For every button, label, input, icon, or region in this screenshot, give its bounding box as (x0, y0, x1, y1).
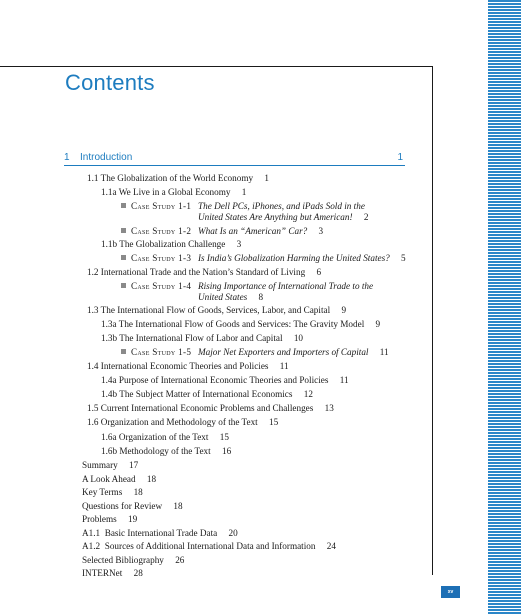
entry-text: The Globalization of the World Economy (100, 173, 254, 183)
entry-number: 1.1b (101, 239, 118, 249)
entry-page: 20 (228, 528, 238, 538)
case-study-label: Case Study 1-2 (131, 226, 192, 236)
case-study-title: The Dell PCs, iPhones, and iPads Sold in the (198, 201, 365, 211)
case-study-title-cont (198, 212, 368, 223)
frame-right-rule (432, 66, 433, 575)
case-study-label: Case Study 1-3 (131, 253, 192, 263)
entry-page: 17 (129, 460, 139, 470)
entry-page: 18 (173, 501, 183, 511)
case-study-title-row (198, 253, 406, 264)
case-study-title-row (198, 226, 323, 237)
toc-entry[interactable] (101, 432, 229, 443)
case-study-title: What Is an “American” Car? (198, 226, 308, 236)
toc-entry[interactable] (87, 417, 278, 428)
entry-page: 12 (303, 389, 313, 399)
case-study-title: Rising Importance of International Trade to the (198, 281, 374, 291)
entry-page: 9 (341, 305, 347, 315)
frame-top-rule (0, 66, 433, 67)
case-study-title-line2: United States Are Anything but American! (198, 212, 353, 222)
entry-text: The Subject Matter of International Economics (119, 389, 293, 399)
case-study-entry[interactable] (121, 347, 191, 358)
entry-text: The Globalization Challenge (119, 239, 226, 249)
case-study-title-cont (198, 292, 263, 303)
entry-number: 1.3a (101, 319, 117, 329)
bullet-square-icon (121, 349, 126, 354)
case-study-label: Case Study 1-5 (131, 347, 192, 357)
entry-text: INTERNet (82, 568, 123, 578)
entry-page: 11 (279, 361, 289, 371)
entry-text: The International Flow of Goods, Services, Labor, and Capital (100, 305, 331, 315)
case-study-entry[interactable] (121, 201, 191, 212)
case-study-title-line2: United States (198, 292, 248, 302)
chapter-title: Introduction (80, 152, 133, 163)
entry-number: 1.4 (87, 361, 99, 371)
chapter-number: 1 (64, 152, 70, 163)
entry-number: 1.1 (87, 173, 99, 183)
entry-page: 13 (324, 403, 334, 413)
entry-number: 1.6a (101, 432, 117, 442)
entry-text: The International Flow of Labor and Capital (119, 333, 283, 343)
entry-page: 9 (375, 319, 381, 329)
entry-number: 1.5 (87, 403, 99, 413)
case-study-entry[interactable] (121, 281, 191, 292)
entry-text: Organization of the Text (118, 432, 209, 442)
toc-entry[interactable] (82, 487, 143, 498)
toc-entry[interactable] (101, 389, 313, 400)
entry-page: 3 (318, 226, 324, 236)
entry-page: 3 (236, 239, 242, 249)
edge-color-stripe (488, 0, 521, 614)
toc-entry[interactable] (101, 446, 231, 457)
entry-text: Key Terms (82, 487, 123, 497)
entry-number: 1.1a (101, 187, 117, 197)
entry-text: Sources of Additional International Data and Information (104, 541, 316, 551)
case-study-entry[interactable] (121, 253, 191, 264)
case-study-label: Case Study 1-4 (131, 281, 192, 291)
case-study-title: Major Net Exporters and Importers of Capital (198, 347, 369, 357)
entry-page: 10 (293, 333, 303, 343)
case-study-label: Case Study 1-1 (131, 201, 192, 211)
chapter-rule (64, 165, 405, 166)
entry-number: 1.3b (101, 333, 118, 343)
entry-page: 6 (316, 267, 322, 277)
entry-page: 26 (175, 555, 185, 565)
entry-number: A1.1 (82, 528, 101, 538)
toc-entry[interactable] (82, 501, 183, 512)
toc-entry[interactable] (82, 460, 138, 471)
entry-page: 28 (133, 568, 143, 578)
entry-page: 18 (146, 474, 157, 484)
chapter-page: 1 (397, 152, 403, 163)
case-study-title-row (198, 347, 389, 358)
toc-entry[interactable] (82, 514, 137, 525)
entry-text: We Live in a Global Economy (118, 187, 231, 197)
toc-entry[interactable] (87, 173, 269, 184)
entry-page: 8 (258, 292, 264, 302)
entry-number: 1.4a (101, 375, 117, 385)
entry-text: Summary (82, 460, 118, 470)
entry-text: Organization and Methodology of the Text (100, 417, 258, 427)
toc-entry[interactable] (101, 239, 241, 250)
entry-number: A1.2 (82, 541, 101, 551)
entry-page: 1 (241, 187, 247, 197)
toc-entry[interactable] (87, 305, 346, 316)
entry-text: Problems (82, 514, 117, 524)
page-title: Contents (65, 70, 155, 95)
case-study-entry[interactable] (121, 226, 191, 237)
entry-text: Current International Economic Problems and Challenges (100, 403, 314, 413)
toc-entry[interactable] (101, 375, 349, 386)
toc-entry[interactable] (87, 361, 289, 372)
toc-entry[interactable] (101, 333, 303, 344)
bullet-square-icon (121, 228, 126, 233)
entry-text: International Economic Theories and Policies (100, 361, 269, 371)
bullet-square-icon (121, 283, 126, 288)
entry-text: Basic International Trade Data (104, 528, 218, 538)
entry-page: 1 (264, 173, 269, 183)
entry-number: 1.2 (87, 267, 99, 277)
entry-number: 1.3 (87, 305, 99, 315)
toc-entry[interactable] (82, 528, 238, 539)
bullet-square-icon (121, 255, 126, 260)
entry-page: 11 (379, 347, 389, 357)
toc-entry[interactable] (82, 555, 184, 566)
case-study-title: Is India’s Globalization Harming the United States? (198, 253, 390, 263)
entry-text: A Look Ahead (82, 474, 136, 484)
entry-number: 1.6b (101, 446, 118, 456)
entry-page: 16 (221, 446, 232, 456)
entry-number: 1.4b (101, 389, 118, 399)
entry-page: 15 (269, 417, 279, 427)
toc-entry[interactable] (82, 541, 336, 552)
page-number-badge: xv (441, 586, 460, 598)
toc-entry[interactable] (82, 568, 143, 579)
bullet-square-icon (121, 203, 126, 208)
toc-entry[interactable] (82, 474, 156, 485)
entry-text: Purpose of International Economic Theories and Policies (118, 375, 329, 385)
entry-text: The International Flow of Goods and Services: The Gravity Model (118, 319, 365, 329)
entry-text: Selected Bibliography (82, 555, 164, 565)
toc-entry[interactable] (101, 319, 380, 330)
entry-page: 5 (401, 253, 406, 263)
entry-number: 1.6 (87, 417, 99, 427)
entry-page: 18 (133, 487, 143, 497)
toc-entry[interactable] (87, 403, 334, 414)
entry-page: 24 (326, 541, 336, 551)
entry-text: Questions for Review (82, 501, 163, 511)
entry-page: 2 (363, 212, 369, 222)
toc-entry[interactable] (87, 267, 321, 278)
entry-page: 11 (339, 375, 349, 385)
entry-text: Methodology of the Text (119, 446, 211, 456)
entry-page: 19 (128, 514, 138, 524)
chapter-heading[interactable] (64, 152, 405, 166)
entry-text: International Trade and the Nation’s Standard of Living (100, 267, 306, 277)
entry-page: 15 (219, 432, 229, 442)
toc-entry[interactable] (101, 187, 246, 198)
